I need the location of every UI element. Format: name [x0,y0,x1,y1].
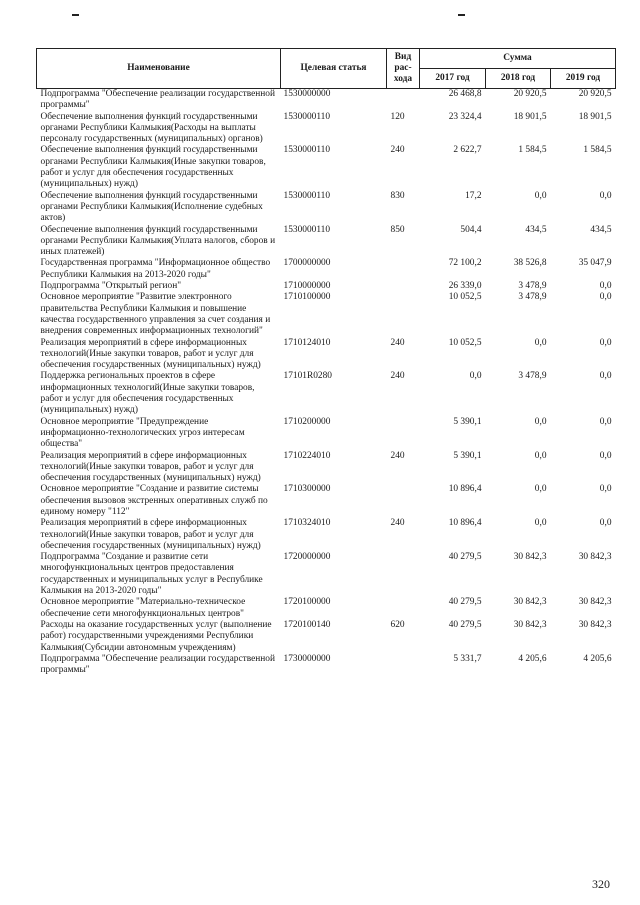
row-sum-2018-cell: 20 920,5 [513,89,547,99]
top-dash-mark [458,14,465,16]
row-sum-2017-cell: 40 279,5 [448,597,482,608]
table-header [37,49,616,89]
row-sum-2018-cell: 38 526,8 [513,258,547,269]
row-sum-2018-cell: 30 842,3 [513,552,547,563]
row-name-cell: Подпрограмма "Открытый регион" [40,281,182,292]
row-sum-2017-cell: 40 279,5 [448,619,482,630]
row-sum-2017-cell: 5 390,1 [453,416,482,427]
row-name-cell: Обеспечение выполнения функций государственными органами Республики Калмыкия(Исполнение судебных актов) [40,190,263,224]
row-name-cell: Поддержка региональных проектов в сфере информационных технологий(Иные закупки товаров, работ и услуг для обеспечения государственных (муниципальных) нужд) [40,371,255,416]
row-expense-type-cell: 240 [390,371,405,382]
row-sum-2019-cell: 0,0 [599,281,612,292]
row-target-article-cell: 17101R0280 [283,371,332,382]
table-body [37,89,616,677]
table-row [37,191,616,225]
row-sum-2017-cell: 2 622,7 [453,145,482,156]
page-number: 320 [592,877,610,891]
table-row [37,258,616,281]
row-name-cell: Государственная программа "Информационное общество Республики Калмыкия на 2013-2020 годы" [40,258,271,280]
table-row [37,654,616,677]
row-target-article-cell: 1530000110 [283,190,331,201]
table-row [37,484,616,518]
row-name-cell: Основное мероприятие "Развитие электронного правительства Республики Калмыкия и повышение качества государственного управления за счет создания и внедрения современных информационных технологий" [40,292,271,337]
row-expense-type-cell [387,484,420,518]
row-expense-type-cell: 240 [390,145,405,156]
top-dash-mark [72,14,79,16]
row-sum-2018-cell: 3 478,9 [518,281,547,292]
row-expense-type-cell [387,258,420,281]
row-target-article-cell: 1710100000 [283,292,331,303]
row-sum-2017-cell: 10 896,4 [448,518,482,529]
row-sum-2018-cell: 0,0 [534,337,547,348]
row-name-cell: Подпрограмма "Обеспечение реализации государственной программы" [40,653,275,676]
row-sum-2017-cell: 72 100,2 [448,258,482,269]
row-name-cell: Основное мероприятие "Предупреждение информационно-технологических угроз интересам общества" [40,416,245,450]
row-name-cell: Расходы на оказание государственных услуг (выполнение работ) государственными учреждениями Республики Калмыкия(Субсидии автономным учреждениям) [40,619,272,653]
row-sum-2017-cell: 26 468,8 [448,89,482,99]
row-target-article-cell: 1530000000 [283,89,331,99]
table-row [37,451,616,485]
table-row [37,552,616,597]
row-target-article-cell: 1530000110 [283,111,331,122]
header-name: Наименование [37,49,281,89]
row-sum-2017-cell: 10 896,4 [448,484,482,495]
table-row [37,371,616,416]
row-target-article-cell: 1710300000 [283,484,331,495]
row-sum-2018-cell: 0,0 [534,416,547,427]
row-sum-2017-cell: 40 279,5 [448,552,482,563]
row-sum-2019-cell: 0,0 [599,450,612,461]
row-expense-type-cell: 850 [390,224,405,235]
row-sum-2019-cell: 1 584,5 [583,145,612,156]
row-expense-type-cell [387,597,420,620]
row-name-cell: Реализация мероприятий в сфере информационных технологий(Иные закупки товаров, работ и услуг для обеспечения государственных (муниципальных) нужд) [40,518,261,551]
row-sum-2017-cell: 5 390,1 [453,450,482,461]
row-sum-2018-cell: 1 584,5 [518,145,547,156]
row-sum-2019-cell: 0,0 [599,292,612,303]
row-target-article-cell: 1710224010 [283,450,331,461]
row-sum-2019-cell: 0,0 [599,416,612,427]
row-sum-2019-cell: 0,0 [599,518,612,529]
row-expense-type-cell: 830 [390,190,405,201]
row-name-cell: Подпрограмма "Обеспечение реализации государственной программы" [40,89,275,111]
table-row [37,281,616,292]
row-expense-type-cell: 620 [390,619,405,630]
header-year-2019: 2019 год [551,69,616,89]
row-target-article-cell: 1720100140 [283,619,331,630]
table-row [37,597,616,620]
row-sum-2018-cell: 434,5 [525,224,547,235]
table-row [37,112,616,146]
budget-table [36,48,616,676]
row-expense-type-cell: 240 [390,450,405,461]
row-name-cell: Подпрограмма "Создание и развитие сети многофункциональных центров предоставления государственных и муниципальных услуг в Республике Калмыкия на 2013-2020 годы" [40,552,263,597]
row-name-cell: Основное мероприятие "Создание и развитие системы обеспечения вызовов экстренных оперативных служб по единому номеру "112" [40,484,268,517]
row-sum-2019-cell: 30 842,3 [578,552,612,563]
row-sum-2018-cell: 3 478,9 [518,292,547,303]
row-target-article-cell: 1530000110 [283,145,331,156]
row-expense-type-cell [387,89,420,112]
row-sum-2019-cell: 434,5 [590,224,612,235]
table-row [37,225,616,259]
row-expense-type-cell [387,292,420,337]
row-sum-2018-cell: 18 901,5 [513,111,547,122]
row-name-cell: Основное мероприятие "Материально-техническое обеспечение сети многофункциональных центров" [40,597,246,619]
row-target-article-cell: 1710324010 [283,518,331,529]
row-expense-type-cell: 240 [390,518,405,529]
table-row [37,620,616,654]
row-sum-2017-cell: 10 052,5 [448,337,482,348]
row-sum-2019-cell: 0,0 [599,190,612,201]
table-row [37,292,616,337]
row-sum-2019-cell: 0,0 [599,484,612,495]
row-target-article-cell: 1530000110 [283,224,331,235]
table-row [37,338,616,372]
row-sum-2018-cell: 30 842,3 [513,597,547,608]
row-expense-type-cell [387,417,420,451]
row-sum-2018-cell: 4 205,6 [518,653,547,664]
header-year-2017: 2017 год [420,69,486,89]
row-sum-2017-cell: 26 339,0 [448,281,482,292]
row-target-article-cell: 1720100000 [283,597,331,608]
table-row [37,518,616,552]
row-target-article-cell: 1710000000 [283,281,331,292]
table-row [37,145,616,190]
row-name-cell: Обеспечение выполнения функций государственными органами Республики Калмыкия(Уплата налогов, сборов и иных платежей) [40,224,276,258]
row-sum-2019-cell: 30 842,3 [578,597,612,608]
row-sum-2018-cell: 0,0 [534,190,547,201]
row-sum-2018-cell: 0,0 [534,518,547,529]
row-name-cell: Реализация мероприятий в сфере информационных технологий(Иные закупки товаров, работ и услуг для обеспечения государственных (муниципальных) нужд) [40,337,261,371]
row-target-article-cell: 1730000000 [283,653,331,664]
row-sum-2017-cell: 10 052,5 [448,292,482,303]
row-sum-2017-cell: 504,4 [460,224,482,235]
row-name-cell: Обеспечение выполнения функций государственными органами Республики Калмыкия(Расходы на выплаты персоналу государственных (муниципальных) органов) [40,111,263,145]
row-sum-2018-cell: 30 842,3 [513,619,547,630]
row-sum-2017-cell: 0,0 [469,371,482,382]
row-sum-2018-cell: 3 478,9 [518,371,547,382]
row-expense-type-cell: 120 [390,111,405,122]
row-target-article-cell: 1720000000 [283,552,331,563]
row-expense-type-cell: 240 [390,337,405,348]
row-sum-2019-cell: 0,0 [599,371,612,382]
row-expense-type-cell [387,654,420,677]
row-sum-2017-cell: 23 324,4 [448,111,482,122]
row-sum-2018-cell: 0,0 [534,484,547,495]
row-sum-2019-cell: 18 901,5 [578,111,612,122]
row-sum-2018-cell: 0,0 [534,450,547,461]
header-sum: Сумма [420,49,616,69]
row-sum-2017-cell: 5 331,7 [453,653,482,664]
table-row [37,89,616,112]
table-row [37,417,616,451]
row-target-article-cell: 1710200000 [283,416,331,427]
row-expense-type-cell [387,552,420,597]
row-sum-2019-cell: 0,0 [599,337,612,348]
row-sum-2017-cell: 17,2 [465,190,482,201]
row-target-article-cell: 1710124010 [283,337,331,348]
header-expense-type: Вид рас-хода [387,49,420,89]
row-sum-2019-cell: 20 920,5 [578,89,612,99]
row-target-article-cell: 1700000000 [283,258,331,269]
header-year-2018: 2018 год [486,69,551,89]
row-sum-2019-cell: 35 047,9 [578,258,612,269]
header-target-article: Целевая статья [281,49,387,89]
row-sum-2019-cell: 4 205,6 [583,653,612,664]
row-sum-2019-cell: 30 842,3 [578,619,612,630]
row-name-cell: Реализация мероприятий в сфере информационных технологий(Иные закупки товаров, работ и услуг для обеспечения государственных (муниципальных) нужд) [40,450,261,484]
row-name-cell: Обеспечение выполнения функций государственными органами Республики Калмыкия(Иные закупки товаров, работ и услуг для обеспечения государственных (муниципальных) нужд) [40,145,266,190]
row-expense-type-cell [387,281,420,292]
